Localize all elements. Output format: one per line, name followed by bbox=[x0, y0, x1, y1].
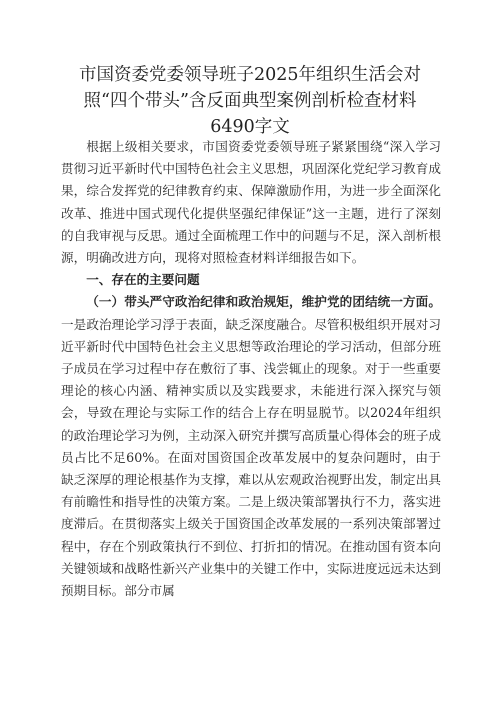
intro-paragraph: 根据上级相关要求，市国资委党委领导班子紧紧围绕“深入学习贯彻习近平新时代中国特色社会主义思想，巩固深化党纪学习教育成果，综合发挥党的纪律教育约束、保障激励作用，为进一步全面深化改革、推进中国式现代化提供坚强纪律保证”这一主题，进行了深刻的自我审视与反思。通过全面梳理工作中的问题与不足，深入剖析根源，明确改进方向，现将对照检查材料详细报告如下。 bbox=[61, 139, 441, 266]
subsection-lead: （一）带头严守政治纪律和政治规矩，维护党的团结统一方面。 bbox=[86, 294, 441, 310]
subsection-paragraph-political-discipline bbox=[61, 291, 441, 602]
subsection-body: 一是政治理论学习浮于表面，缺乏深度融合。尽管积极组织开展对习近平新时代中国特色社会主义思想等政治理论的学习活动，但部分班子成员在学习过程中存在敷衍了事、浅尝辄止的现象。对于一些重要理论的核心内涵、精神实质以及实践要求，未能进行深入探究与领会，导致在理论与实际工作的结合上存在明显脱节。以2024年组织的政治理论学习为例，主动深入研究并撰写高质量心得体会的班子成员占比不足60%。在面对国资国企改革发展中的复杂问题时，由于缺乏深厚的理论根基作为支撑，难以从宏观政治视野出发，制定出具有前瞻性和指导性的决策方案。二是上级决策部署执行不力，落实进度滞后。在贯彻落实上级关于国资国企改革发展的一系列决策部署过程中，存在个别政策执行不到位、打折扣的情况。在推动国有资本向关键领域和战略性新兴产业集中的关键工作中，实际进度远远未达到预期目标。部分市属 bbox=[61, 316, 441, 599]
document-body bbox=[61, 136, 441, 602]
section-heading-problems: 一、存在的主要问题 bbox=[86, 272, 200, 288]
document-title: 市国资委党委领导班子2025年组织生活会对照“四个带头”含反面典型案例剖析检查材料6490字文 bbox=[78, 65, 422, 137]
